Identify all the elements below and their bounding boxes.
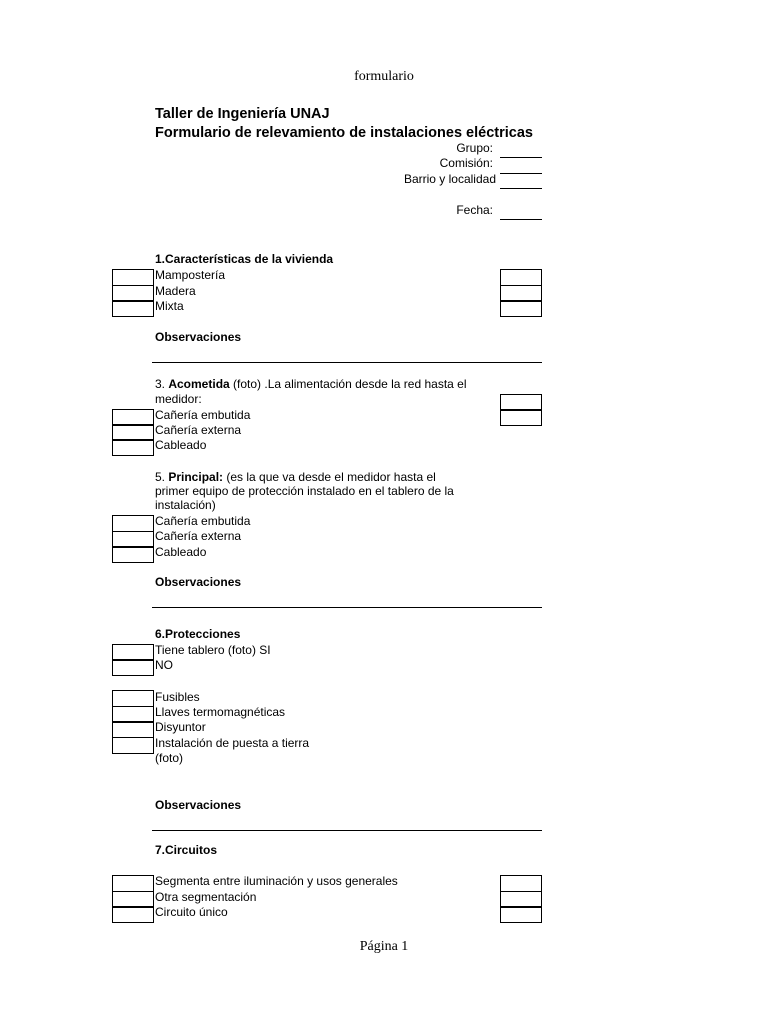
option-label: Cañería externa: [155, 423, 242, 437]
puesta-tierra-checkbox[interactable]: [112, 737, 154, 754]
mamposteria-value-box[interactable]: [500, 269, 542, 286]
option-label: Cañería externa: [155, 529, 242, 543]
option-label: Cableado: [155, 438, 207, 452]
canieria-embutida-checkbox[interactable]: [112, 515, 154, 532]
option-label: Llaves termomagnéticas: [155, 705, 286, 719]
page-header: formulario: [354, 69, 414, 84]
mixta-checkbox[interactable]: [112, 300, 154, 317]
grupo-label: Grupo:: [456, 141, 493, 155]
form-title: Formulario de relevamiento de instalaciones eléctricas: [155, 125, 533, 141]
option-label: Cañería embutida: [155, 408, 251, 422]
option-label: Cableado: [155, 545, 207, 559]
option-label: Mixta: [155, 299, 184, 313]
option-label: Otra segmentación: [155, 890, 257, 904]
section1-observations-label: Observaciones: [155, 330, 242, 344]
option-label: Madera: [155, 284, 196, 298]
page-footer: Página 1: [359, 939, 409, 954]
option-label: Circuito único: [155, 905, 228, 919]
section6-observations-line[interactable]: [152, 830, 542, 831]
grupo-field[interactable]: [500, 157, 542, 158]
fecha-field[interactable]: [500, 219, 542, 220]
option-label: Tiene tablero (foto) SI: [155, 643, 271, 657]
option-label: Cañería embutida: [155, 514, 251, 528]
section5-title: 5. Principal: (es la que va desde el medidor hasta el: [155, 470, 436, 484]
option-label: Instalación de puesta a tierra: [155, 736, 310, 750]
option-label: Segmenta entre iluminación y usos generales: [155, 874, 398, 888]
disyuntor-checkbox[interactable]: [112, 721, 154, 738]
circuito-unico-checkbox[interactable]: [112, 906, 154, 923]
fecha-label: Fecha:: [456, 203, 493, 217]
comision-label: Comisión:: [439, 156, 493, 170]
section5-desc: primer equipo de protección instalado en el tablero de la: [155, 484, 454, 498]
section1-observations-line[interactable]: [152, 362, 542, 363]
section7-title: 7.Circuitos: [155, 843, 218, 857]
cableado-checkbox[interactable]: [112, 546, 154, 563]
segmenta-value-box[interactable]: [500, 875, 542, 892]
section6-observations-label: Observaciones: [155, 798, 242, 812]
comision-field[interactable]: [500, 173, 542, 174]
option-label: Disyuntor: [155, 720, 206, 734]
fusibles-checkbox[interactable]: [112, 690, 154, 707]
barrio-label: Barrio y localidad: [403, 172, 496, 186]
section3-desc: medidor:: [155, 392, 202, 406]
option-label: Mampostería: [155, 268, 226, 282]
section3-value-box[interactable]: [500, 409, 542, 426]
option-label: Fusibles: [155, 690, 200, 704]
section6-title: 6.Protecciones: [155, 627, 241, 641]
mixta-value-box[interactable]: [500, 300, 542, 317]
cableado-checkbox[interactable]: [112, 439, 154, 456]
option-label: NO: [155, 658, 173, 672]
section5-observations-label: Observaciones: [155, 575, 242, 589]
section5-desc: instalación): [155, 498, 216, 512]
segmenta-checkbox[interactable]: [112, 875, 154, 892]
tablero-no-checkbox[interactable]: [112, 659, 154, 676]
section5-observations-line[interactable]: [152, 607, 542, 608]
mamposteria-checkbox[interactable]: [112, 269, 154, 286]
foto-note: (foto): [155, 751, 184, 765]
institution-title: Taller de Ingeniería UNAJ: [155, 106, 330, 122]
barrio-field[interactable]: [500, 188, 542, 189]
circuito-unico-value-box[interactable]: [500, 906, 542, 923]
section3-title: 3. Acometida (foto) .La alimentación desde la red hasta el: [155, 377, 467, 391]
section1-title: 1.Características de la vivienda: [155, 252, 334, 266]
